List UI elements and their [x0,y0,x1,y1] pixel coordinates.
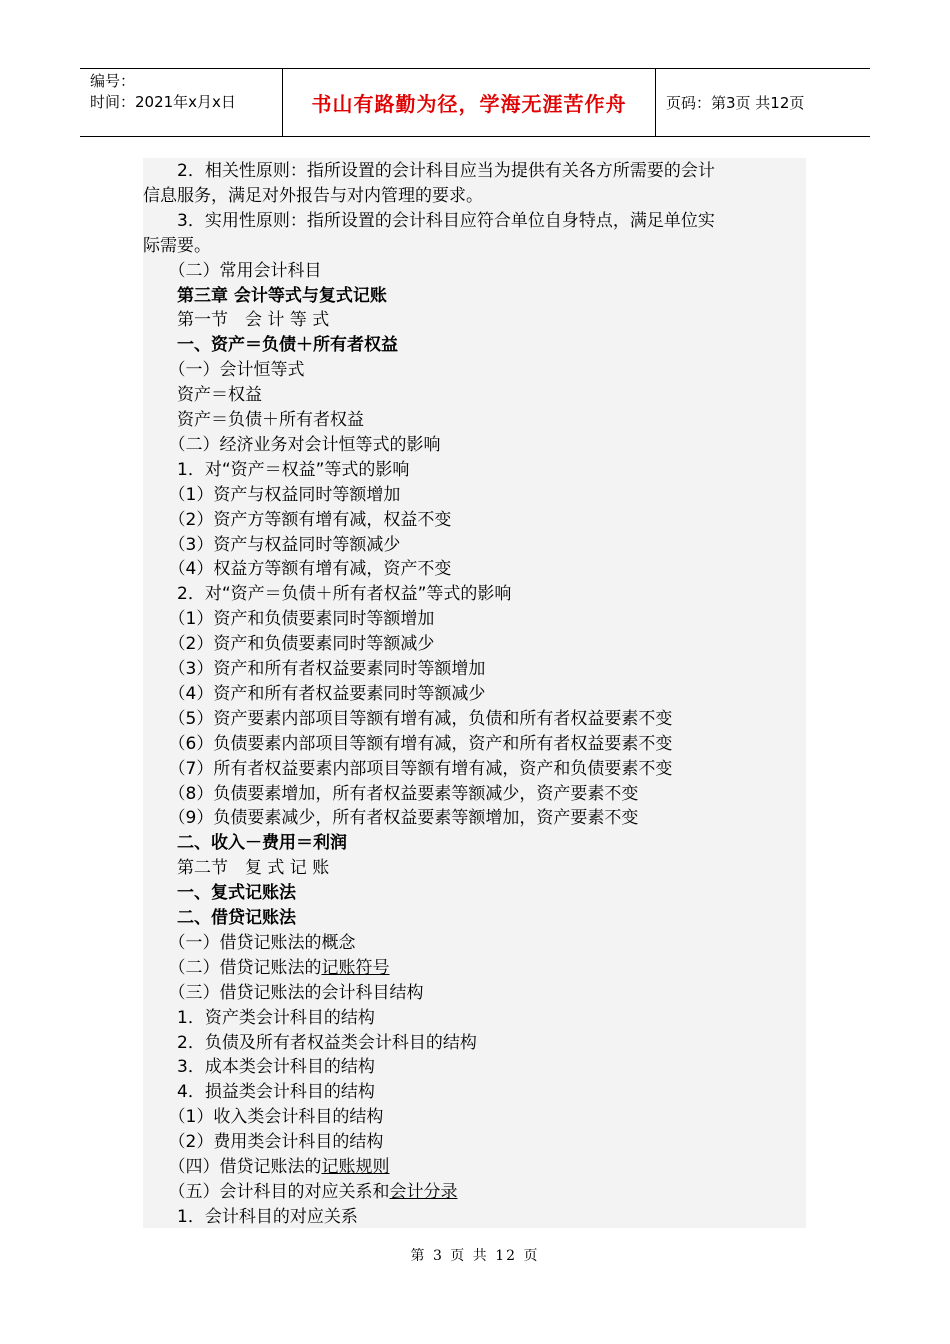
text-line [143,632,806,657]
text-line [143,757,806,782]
line-text: 二、收入－费用＝利润 [143,833,347,854]
line-text: （1）收入类会计科目的结构 [143,1107,384,1128]
text-line [143,1130,806,1155]
line-text: （6）负债要素内部项目等额有增有减，资产和所有者权益要素不变 [143,733,673,754]
text-line [143,657,806,682]
heading-line [143,881,806,906]
line-text: 2．负债及所有者权益类会计科目的结构 [143,1032,477,1053]
text-line [143,557,806,582]
line-text: 1．会计科目的对应关系 [143,1206,358,1227]
text-line [143,732,806,757]
line-text: （二）经济业务对会计恒等式的影响 [143,434,441,455]
line-text: 信息服务，满足对外报告与对内管理的要求。 [143,185,483,206]
text-line [143,682,806,707]
header-motto: 书山有路勤为径，学海无涯苦作舟 [282,69,656,136]
heading-line [143,831,806,856]
line-text: （1）资产和负债要素同时等额增加 [143,609,435,630]
line-text: 第二节 复 式 记 账 [143,858,330,879]
text-line [143,458,806,483]
line-text: （五）会计科目的对应关系和 [143,1181,390,1202]
text-line [143,782,806,807]
page-footer: 第 3 页 共 12 页 [410,1248,540,1264]
line-text: （5）资产要素内部项目等额有增有减，负债和所有者权益要素不变 [143,708,673,729]
line-text: （一）借贷记账法的概念 [143,932,356,953]
line-text: （2）资产方等额有增有减，权益不变 [143,509,452,530]
underlined-term: 会计分录 [389,1181,458,1202]
line-text: 第三章 会计等式与复式记账 [143,285,387,306]
text-line [143,1105,806,1130]
text-line [143,508,806,533]
line-text: （4）权益方等额有增有减，资产不变 [143,559,452,580]
header-page-number: 页码：第3页 共12页 [666,94,805,112]
line-text: （二）借贷记账法的 [143,957,322,978]
heading-line [143,333,806,358]
heading-line [143,906,806,931]
text-line [143,956,806,981]
text-line [143,358,806,383]
text-line [143,209,806,234]
line-text: 一、复式记账法 [143,883,296,904]
line-text: 资产＝权益 [143,385,262,406]
line-text: 一、资产＝负债＋所有者权益 [143,335,398,356]
header-meta [80,69,282,136]
text-line [143,533,806,558]
line-text: 1．对“资产＝权益”等式的影响 [143,459,410,480]
line-text: 第一节 会 计 等 式 [143,310,330,331]
line-text: （1）资产与权益同时等额增加 [143,484,401,505]
text-line [143,159,806,184]
line-text: 资产＝负债＋所有者权益 [143,410,364,430]
serial-number-label: 编号： [90,72,136,90]
line-text: （7）所有者权益要素内部项目等额有增有减，资产和负债要素不变 [143,758,673,779]
line-text: （四）借贷记账法的 [143,1157,322,1177]
text-line [143,234,806,259]
line-text: 3．成本类会计科目的结构 [143,1057,375,1078]
text-line [143,1205,806,1230]
text-line [143,856,806,881]
text-line [143,308,806,333]
text-line [143,433,806,458]
heading-line [143,284,806,309]
line-text: 际需要。 [143,235,211,256]
text-line [143,1180,806,1205]
line-text: 二、借贷记账法 [143,908,296,928]
line-text: 1．资产类会计科目的结构 [143,1007,375,1028]
text-line [143,806,806,831]
line-text: （8）负债要素增加，所有者权益要素等额减少，资产要素不变 [143,783,639,804]
text-line [143,981,806,1006]
line-text: （三）借贷记账法的会计科目结构 [143,982,424,1003]
underlined-term: 记账符号 [321,957,390,978]
page-header [80,68,870,137]
text-line [143,1055,806,1080]
line-text: 3．实用性原则：指所设置的会计科目应符合单位自身特点，满足单位实 [143,210,715,231]
line-text: （二）常用会计科目 [143,260,322,281]
text-line [143,383,806,408]
text-line [143,408,806,433]
line-text: （3）资产与权益同时等额减少 [143,534,401,555]
text-line [143,582,806,607]
underlined-term: 记账规则 [321,1157,390,1177]
line-text: （3）资产和所有者权益要素同时等额增加 [143,659,486,679]
text-line [143,259,806,284]
line-text: （9）负债要素减少，所有者权益要素等额增加，资产要素不变 [143,808,639,829]
text-line [143,1031,806,1056]
text-line [143,1155,806,1180]
line-text: （2）费用类会计科目的结构 [143,1132,384,1153]
text-line [143,931,806,956]
document-body [143,158,806,1228]
line-text: 2．对“资产＝负债＋所有者权益”等式的影响 [143,584,512,605]
line-text: （4）资产和所有者权益要素同时等额减少 [143,683,486,704]
date-label: 时间：2021年x月x日 [90,93,236,111]
line-text: 4．损益类会计科目的结构 [143,1082,375,1103]
text-line [143,1006,806,1031]
line-text: （一）会计恒等式 [143,360,305,381]
line-text: （2）资产和负债要素同时等额减少 [143,634,435,655]
text-line [143,607,806,632]
text-line [143,707,806,732]
text-line [143,184,806,209]
line-text: 2．相关性原则：指所设置的会计科目应当为提供有关各方所需要的会计 [143,161,715,181]
text-line [143,483,806,508]
text-line [143,1080,806,1105]
